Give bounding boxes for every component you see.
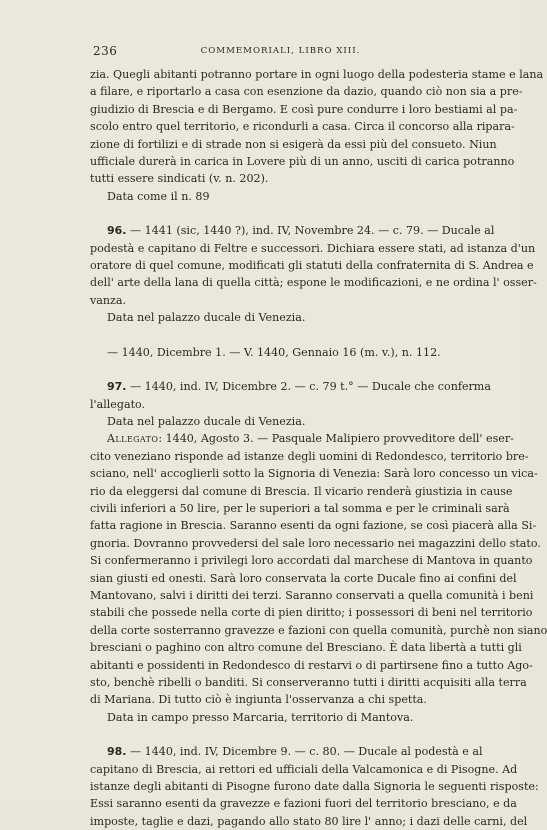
text-line: fatta ragione in Brescia. Saranno esenti da ogni fazione, se così piacerà alla Si- [90, 519, 537, 533]
body-text [90, 66, 547, 830]
date-note: Data nel palazzo ducale di Venezia. [107, 414, 306, 428]
allegato-label: Allegato [107, 432, 159, 446]
text-line: zia. Quegli abitanti potranno portare in ogni luogo della podesteria stame e lana [90, 68, 544, 81]
text-line: l'allegato. [90, 397, 146, 411]
entry-number: 96. [107, 224, 127, 238]
text-line: dell' arte della lana di quella città; espone le modificazioni, e ne ordina l' osser- [90, 276, 537, 290]
text-line: tutti essere sindicati (v. n. 202). [90, 172, 269, 186]
text-line: ufficiale durerà in carica in Lovere più di un anno, usciti di carica potranno [90, 155, 515, 169]
text-line: istanze degli abitanti di Pisogne furono date dalla Signoria le seguenti risposte: [90, 780, 539, 794]
text-line: gnoria. Dovranno provvedersi del sale loro necessario nei magazzini dello stato. [90, 536, 541, 550]
text-line: di Mariana. Di tutto ciò è ingiunta l'osservanza a chi spetta. [90, 693, 427, 707]
text-line: civili inferiori a 50 lire, per le superiori a tal somma e per le criminali sarà [90, 501, 510, 515]
entry-number: 97. [107, 380, 127, 394]
text-line: della corte sosterranno gravezze e fazioni con quella comunità, purchè non siano [90, 623, 547, 637]
entry-number: 98. [107, 745, 127, 759]
text-line: scolo entro quel territorio, e ricondurli a casa. Circa il concorso alla ripara- [90, 120, 515, 134]
text-line: zione di fortilizi e di strade non si esigerà da essi più del consueto. Niun [90, 137, 497, 151]
entry-heading-97 [90, 378, 491, 395]
text-line: stabili che possede nella corte di pien diritto; i possessori di beni nel territorio [90, 606, 533, 620]
text-line: Essi saranno esenti da gravezze e fazioni fuori del territorio bresciano, e da [90, 797, 517, 811]
running-title: COMMEMORIALI, LIBRO XIII. [200, 46, 361, 56]
entry-heading-96 [90, 222, 495, 239]
page-number: 236 [93, 44, 118, 58]
allegato-text: : 1440, Agosto 3. — Pasquale Malipiero provveditore dell' eser- [158, 432, 514, 446]
text-line: giudizio di Brescia e di Bergamo. E così pure condurre i loro bestiami al pa- [90, 102, 518, 116]
text-line: capitano di Brescia, ai rettori ed ufficiali della Valcamonica e di Pisogne. Ad [90, 762, 518, 776]
text-line: cito veneziano risponde ad istanze degli uomini di Redondesco, territorio bre- [90, 449, 529, 463]
text-line: vanza. [90, 293, 127, 307]
allegato-heading [90, 430, 514, 447]
date-note: Data in campo presso Marcaria, territorio di Mantova. [107, 710, 414, 724]
entry-heading-text: — 1440, ind. IV, Dicembre 2. — c. 79 t.° — Ducale che conferma [126, 380, 491, 394]
text-line: imposte, taglie e dazi, pagando allo stato 80 lire l' anno; i dazi delle carni, del [90, 814, 528, 828]
text-line: abitanti e possidenti in Redondesco di restarvi o di partirsene fino a tutto Ago- [90, 658, 533, 672]
text-line: sciano, nell' accoglierli sotto la Signoria di Venezia: Sarà loro concesso un vica- [90, 467, 538, 481]
text-line: podestà e capitano di Feltre e successori. Dichiara essere stati, ad istanza d'un [90, 241, 536, 255]
text-line: sian giusti ed onesti. Sarà loro conservata la corte Ducale fino ai confini del [90, 571, 517, 585]
text-line: bresciani o paghino con altro comune del Bresciano. È data libertà a tutti gli [90, 641, 522, 655]
entry-heading-98 [90, 743, 483, 760]
text-line: Si confermeranno i privilegi loro accordati dal marchese di Mantova in quanto [90, 554, 533, 568]
cross-reference: — 1440, Dicembre 1. — V. 1440, Gennaio 16 (m. v.), n. 112. [107, 345, 441, 359]
text-line: sto, benchè ribelli o banditi. Si conserveranno tutti i diritti acquisiti alla terra [90, 676, 527, 689]
text-line: a filare, e riportarlo a casa con esenzione da dazio, quando ciò non sia a pre- [90, 85, 523, 99]
entry-heading-text: — 1441 (sic, 1440 ?), ind. IV, Novembre 24. — c. 79. — Ducale al [126, 224, 495, 238]
entry-heading-text: — 1440, ind. IV, Dicembre 9. — c. 80. — Ducale al podestà e al [126, 745, 483, 759]
text-line: Mantovano, salvi i diritti dei terzi. Saranno conservati a quella comunità i beni [90, 588, 534, 602]
date-note: Data come il n. 89 [107, 189, 210, 203]
text-line: oratore di quel comune, modificati gli statuti della confraternita di S. Andrea e [90, 259, 534, 273]
date-note: Data nel palazzo ducale di Venezia. [107, 311, 306, 325]
text-line: rio da eleggersi dal comune di Brescia. Il vicario renderà giustizia in cause [90, 484, 513, 498]
